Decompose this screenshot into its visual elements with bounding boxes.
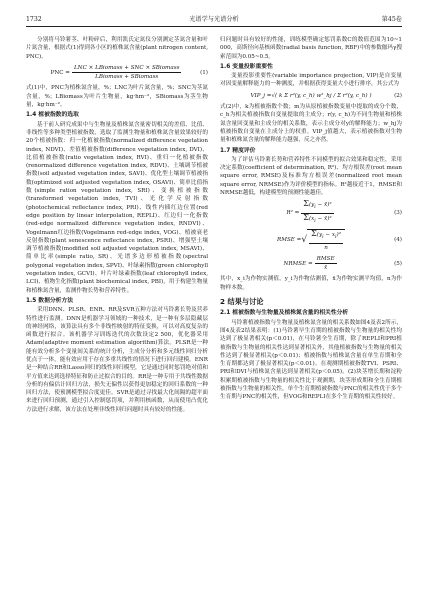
equation-number: (3) (394, 210, 402, 217)
section-heading-2: 2 结果与讨论 (220, 297, 264, 307)
equation-number: (1) (200, 69, 208, 76)
section-heading-1-6: 1.6 变量投影重要性 (220, 63, 273, 70)
equation-lhs: PNC = (50, 69, 70, 76)
paragraph-pnc-definitions: 式(1)中，PNC为植株氮含量，%；LNC为叶片氮含量，%；SNC为茎氮含量，%；LBiomass为叶片生物量，kg·hm⁻²，SBiomass为茎生物量，kg·hm⁻²。 (26, 85, 208, 109)
paragraph-svr-params: 归问题时具有较好的性能，训练模型确定惩罚系数C的数值范围为10~1 000，高斯径向基核函数(radial basis function, RBF)中的参数伽玛γ搜索范围为0.05~0.5。 (220, 37, 402, 60)
paragraph-analysis-methods: 采用DNN、PLSR、ENR、RR及SVR五种方法对马铃薯长势及营养特性进行监测。DNN是机器学习领域的一种技术，是一种有多层隐藏层的神经网络，该算法具有多个非线性映射的特征变换，可以对高度复杂的函数进行拟合。该机器学习训练迭代的次数设定2 500，优化器采用Adam(adaptive moment estimation algorithm)算法。PLSR是一种能有效分析多个变量间关系的统计分析，主成分分析和多元线性回归分析优点于一体，能有效应用于存在多重共线性的情况下进行回归建模。ENR是一种结合RR和Lasso回归的线性回归模型，它是通过同时惩罚绝对值和平方值来达到选择特征和防止过拟合的目的。RR是一种专用于共线性数据分析的有偏估计回归方法，损失无偏性以获得更加稳定的回归系数的一种回归方法，使预测模型拟合度更佳。SVR是通过寻找最大化间隔的超平面来进行回归预测，通过引入控制惩罚项，并利用核函数，从而使用凸优化方法进行求解，该方法在处理非线性回归问题时具有较好的性能。 (26, 307, 208, 413)
paragraph-pnc-method: 分别将马铃薯茎、叶粉碎后，利用凯氏定氮仪分别测定茎氮含量和叶片氮含量，根据式(1)得到各小区的植株氮含量(plant nitrogen content, PNC)。 (26, 37, 208, 60)
paragraph-vegetation-indices: 基于前人研究成果中与生物量及植株氮含量密切相关的差值、比值、非线性等多种类型植被指数，选取了监测生物量和植株氮含量效果较好的20个植被指数：归一化植被指数(normalized difference vegetation index, NDVI)、差值植被指数(difference vegetation index, DVI)、比值植被指数(ratio vegetation index, RVI)、重归一化植被指数(renormalized difference vegetation index, RDVI)、土壤调节植被指数(soil adjusted vegetation index, SAVI)、优化型土壤调节植被指数(optimized soil adjusted vegetation index, OSAVI)、简单比值指数(simple ration vegetation index, SRI)、变换植被指数(transformed vegetation index, TVI)、光化学反射指数(photochemical reflectance index, PRI)、线性内插红边位置(red edge position by linear interpolation, REPLI)、红边归一化指数(red-edge normalized difference vegetation index, RNDVI)、Vogelmann红边指数(Vogelmann red-edge index, VOG)、植被衰老反射指数(plant senescence reflectance index, PSRI)、增强型土壤调节植被指数(modified soil adjusted vegetation index, MSAVI)、简单比率(simple ratio, SR)、光谱多边形植被指数(spectral polygonal vegetation index, SPVI)、叶绿素指数(green chlorophyll vegetation index, GCVI)、叶片叶绿素指数(leaf chlorophyll index, LCI)、植物生化指数(plant biochemical index, PBI)，用于构建生物量和植株氮含量，监测作物长势和营养特性。 (26, 121, 208, 294)
paragraph-accuracy-evaluation: 为了评估马铃薯长势和营养特性不同模型的拟合效果和稳定性，采用决定系数(coefficient of determination, R²)、均方根误差(root mean square error, RMSE)及标准均方根误差(normalized root mean square error, NRMSE)作为评价模型的指标。R²越接近于1，RMSE和NRMSE越低，构建模型的预测性能越佳。 (220, 156, 402, 197)
equation-number: (5) (394, 260, 402, 267)
equation-lhs: VIP_j = (250, 92, 272, 99)
journal-title: 光谱学与光谱分析 (189, 16, 239, 23)
equation-number: (2) (394, 92, 402, 99)
paragraph-variable-definitions: 其中，x_i为作物实测值，y_i为作物估测值，x̄为作物实测平均值，n为作物样本数。 (220, 276, 402, 291)
equation-vip (220, 92, 402, 100)
equation-fraction (72, 64, 181, 82)
equation-nrmse: NRMSE = $\frac{\text{RMSE}}{x̄}$ (5) (283, 255, 402, 272)
left-column (26, 36, 208, 414)
volume-label: 第45卷 (381, 16, 402, 23)
equation-r2: R² = $\frac{\Sigma(y_i - x̄)^2}{\Sigma(x_i - x̄)^2}$ (3) (286, 199, 402, 224)
equation-rmse: RMSE = √ $\frac{\Sigma(y_i - x_i)^2}{n}$ (4) (277, 229, 402, 251)
paragraph-vip-intro: 变量投影重要性(variable importance projection, VIP)是自变量对因变量解释能力的一种测度，并根据获得变量大小进行排序，其公式为 (220, 73, 402, 88)
section-heading-1-5: 1.5 数据分析方法 (26, 297, 74, 304)
section-heading-2-1: 2.1 植被指数与生物量及植株氮含量的相关性分析 (220, 310, 349, 317)
equation-number: (4) (394, 237, 402, 244)
running-header (26, 14, 402, 27)
equation-numerator: LNC × LBiomass + SNC × SBiomass (72, 64, 181, 73)
section-heading-1-7: 1.7 精度评价 (220, 147, 256, 154)
paragraph-vip-definitions: 式(2)中，k为植被指数个数；m为从原植被指数变量中提取的成分个数，c_h为相关植被指数自变量提取的主成分；r(y, c_h)为不同生物量和植株氮含量回变量和主成分的相关系数，表示主成分对y的解释能力；w_hj为植被指数自变量在主成分上的权重。VIP_j值越大，表示植被指数对生物量和植株氮含量的解释能力越强，反之亦然。 (220, 104, 402, 144)
equation-denominator: LBiomass + SBiomass (95, 74, 159, 81)
right-column (220, 36, 402, 402)
section-heading-1-4: 1.4 植被指数的选取 (26, 112, 79, 119)
equation-pnc (26, 64, 208, 82)
page (26, 14, 402, 584)
page-number: 1732 (26, 16, 42, 23)
paragraph-correlation-results: 马铃薯植被指数与生物量及植株氮含量的相关系数如图4及表2所示，图4及表2结果表明：(1)马铃薯早生育期的植被指数与生物量的相关性均达到了极显著相关(p＜0.01)，在马铃薯全生育期，除了REPLI和PRI植被指数与生物量的相关性达到显著相关外，其他植被指数与生物量的相关性达到了极显著相关(p＜0.01)；植被指数与植株氮含量在单生育期和全生育期都达到了极显著相关(p＜0.01)。在观测期植被指数TVI、PSRI、PRI和DVI与植株氮含量达到显著相关(p＜0.05)。(2)块茎增长期和淀粉积累期植被指数与生物量的相关性比于观测期，块茎形成期和全生育期植被指数与生物量的相关性，单个生育期植被指数与PNC的相关性优于多个生育期与PNC的相关性，但VOG和REPLI在多个生育期的相关性较好。 (220, 319, 402, 401)
equation-body: √( k Σ r²(y, c_h) w²_hj / Σ r²(y, c_h) ) (271, 92, 372, 99)
